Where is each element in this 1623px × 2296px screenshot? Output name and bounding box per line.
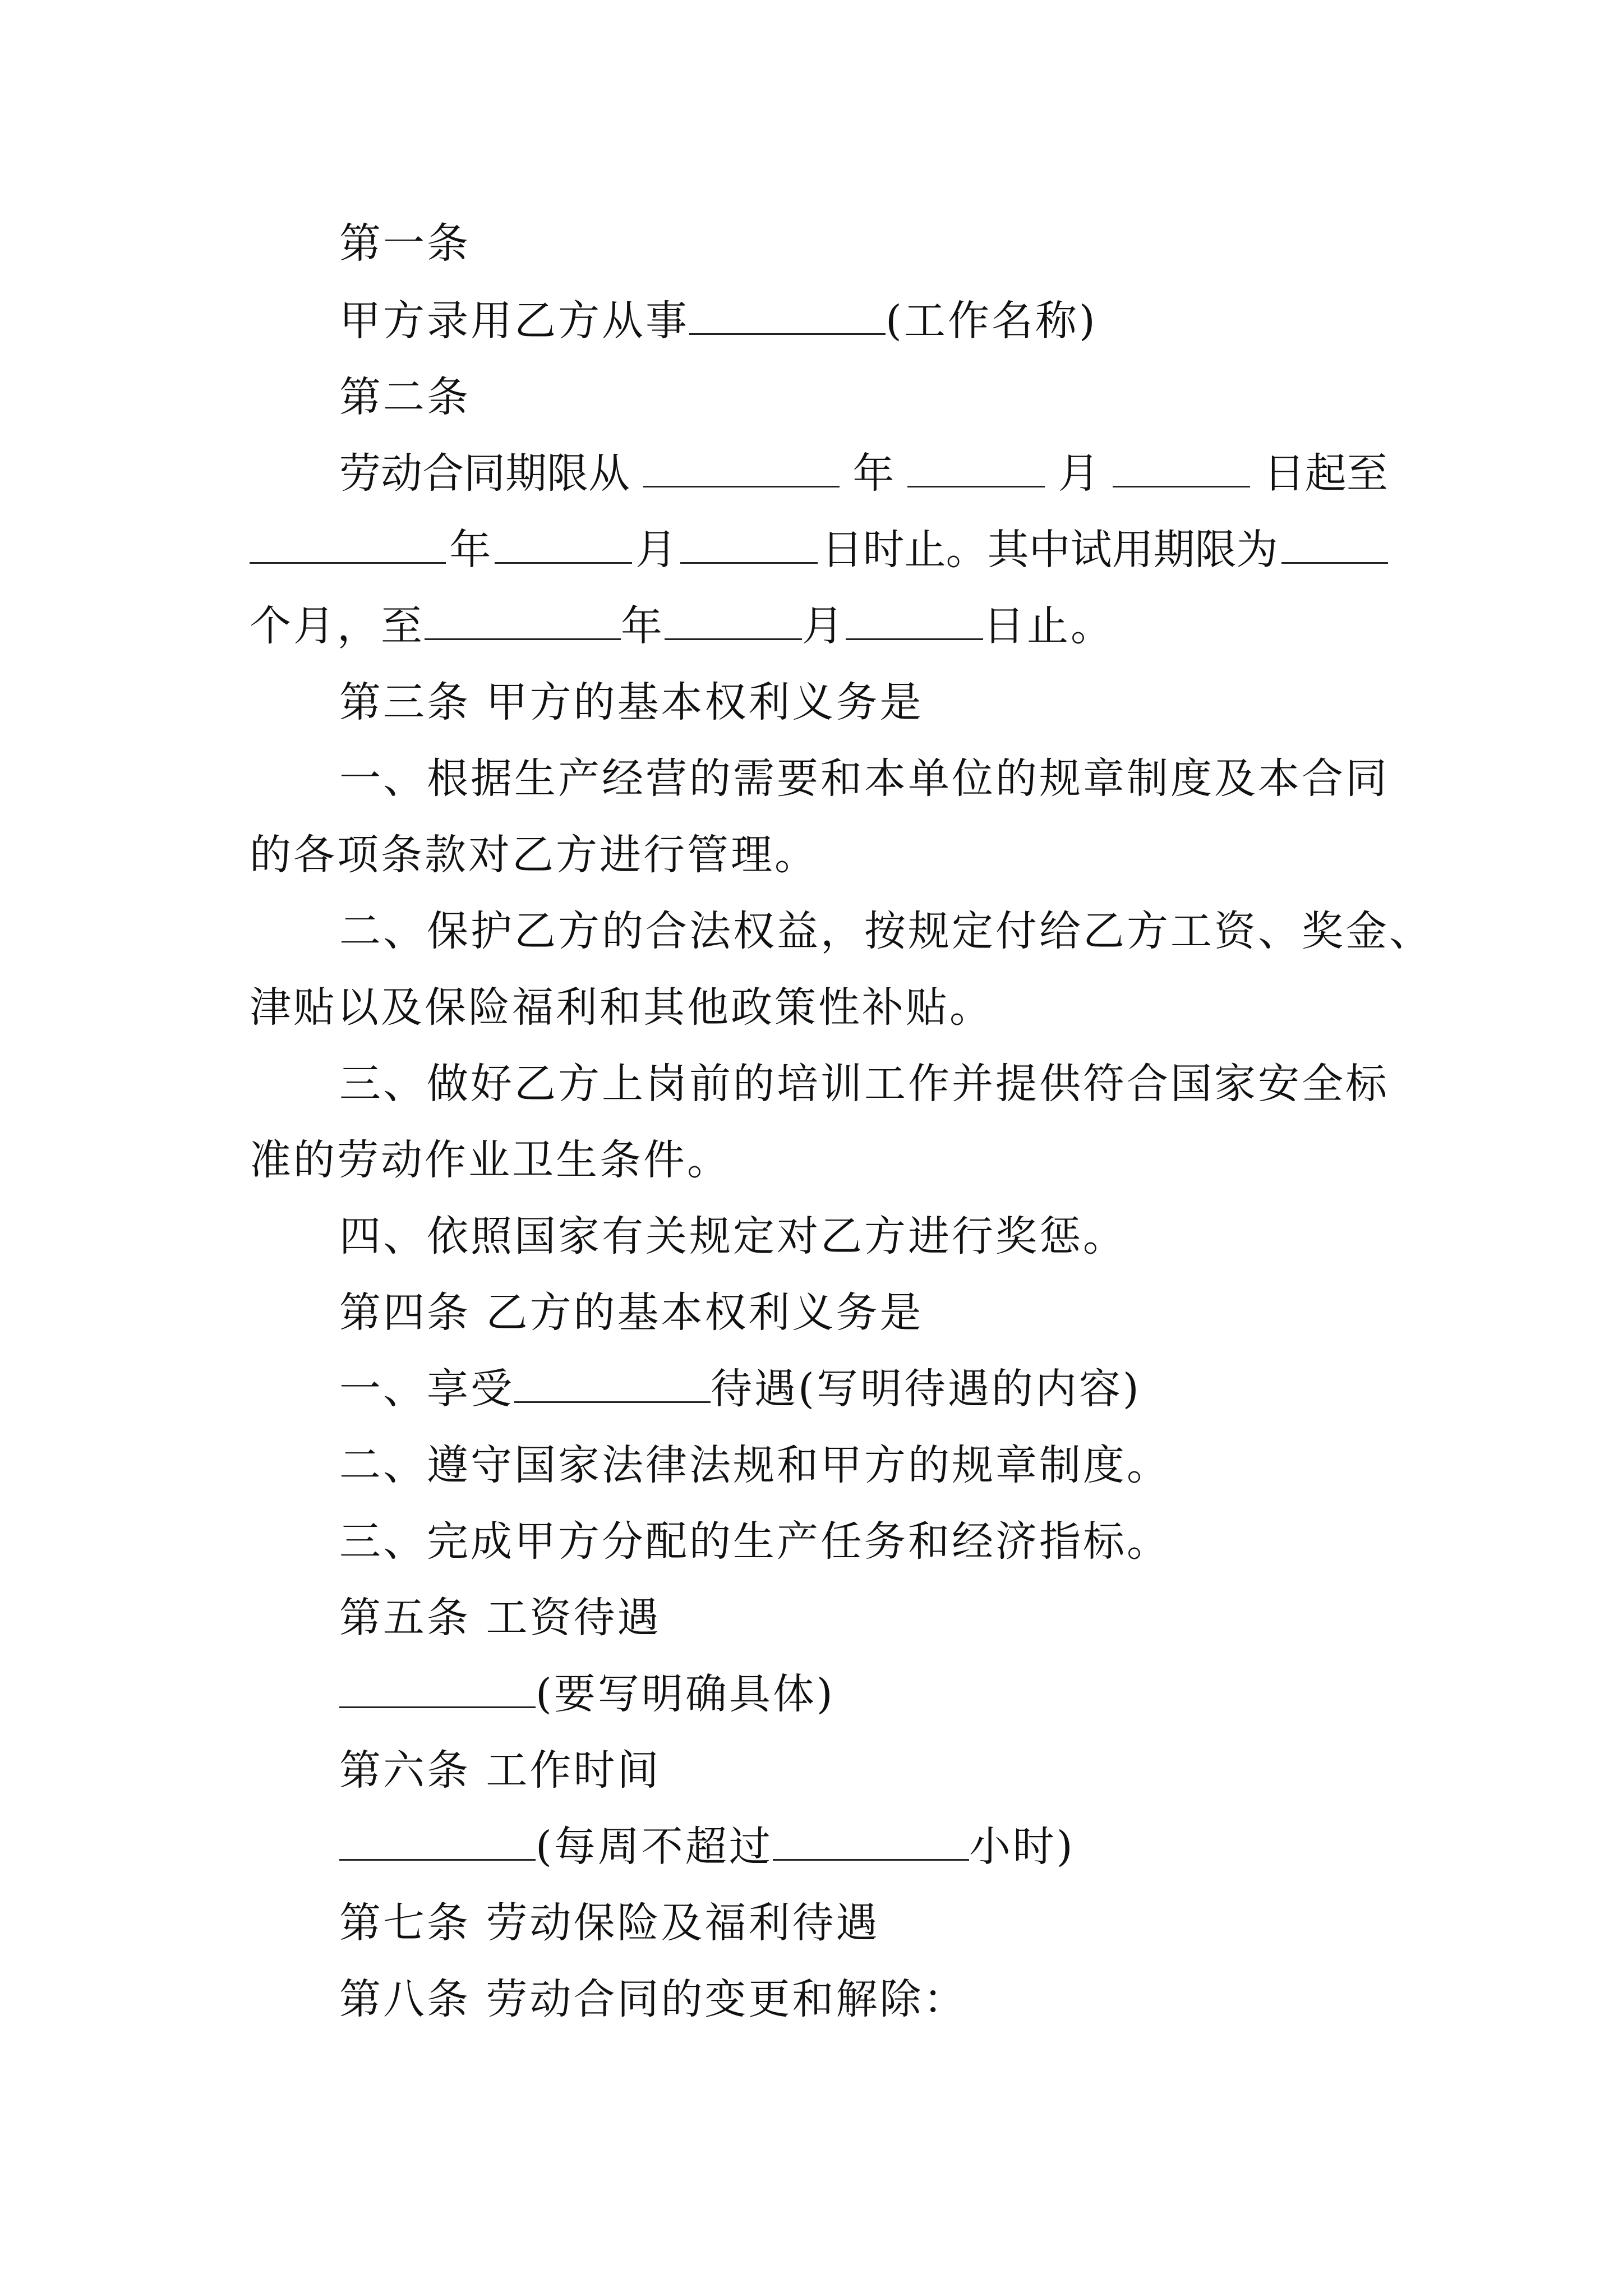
party-a-duty-1-cont: 的各项条款对乙方进行管理。	[250, 831, 818, 879]
wage-line: (要写明确具体)	[339, 1667, 1388, 1721]
start-day-blank[interactable]	[1113, 447, 1250, 487]
job-title-line: 甲方录用乙方从事 (工作名称)	[339, 294, 1388, 348]
party-b-duty-3: 三、完成甲方分配的生产任务和经济指标。	[339, 1517, 1170, 1566]
probation-end-month-blank[interactable]	[665, 599, 802, 640]
end-year-blank[interactable]	[250, 523, 446, 564]
article-5-heading: 第五条 工资待遇	[339, 1594, 661, 1642]
start-month-blank[interactable]	[907, 447, 1045, 487]
party-a-duty-3-cont: 准的劳动作业卫生条件。	[250, 1136, 731, 1184]
article-4-heading: 第四条 乙方的基本权利义务是	[339, 1289, 924, 1337]
article-8-heading: 第八条 劳动合同的变更和解除：	[339, 1975, 967, 2023]
end-day-blank[interactable]	[680, 523, 818, 564]
start-year-blank[interactable]	[643, 447, 840, 487]
party-a-duty-1: 一、根据生产经营的需要和本单位的规章制度及本合同	[339, 754, 1389, 803]
article-7-heading: 第七条 劳动保险及福利待遇	[339, 1899, 880, 1947]
article-2-heading: 第二条	[339, 373, 471, 421]
article-6-heading: 第六条 工作时间	[339, 1746, 661, 1795]
probation-end-line: 个月，至 年 月 日止。	[250, 599, 1388, 653]
weekly-hours-blank[interactable]	[773, 1820, 969, 1861]
end-month-blank[interactable]	[495, 523, 632, 564]
article-1-heading: 第一条	[339, 219, 471, 268]
work-hours-line: (每周不超过 小时)	[339, 1820, 1388, 1874]
contract-term-line-1: 劳动合同期限从 年 月 日起至	[339, 447, 1388, 500]
probation-months-blank[interactable]	[1281, 523, 1388, 564]
contract-term-line-2: 年 月 日时止。其中试用期限为	[250, 523, 1388, 577]
benefits-blank[interactable]	[514, 1362, 711, 1403]
work-schedule-blank[interactable]	[339, 1820, 536, 1861]
party-a-duty-2: 二、保护乙方的合法权益，按规定付给乙方工资、奖金、	[339, 907, 1433, 955]
party-b-right-1: 一、享受 待遇(写明待遇的内容)	[339, 1362, 1388, 1416]
job-title-blank[interactable]	[689, 294, 886, 335]
party-a-duty-2-cont: 津贴以及保险福利和其他政策性补贴。	[250, 983, 993, 1032]
probation-end-year-blank[interactable]	[425, 599, 621, 640]
party-a-duty-4: 四、依照国家有关规定对乙方进行奖惩。	[339, 1212, 1127, 1260]
party-b-duty-2: 二、遵守国家法律法规和甲方的规章制度。	[339, 1441, 1170, 1489]
probation-end-day-blank[interactable]	[846, 599, 983, 640]
party-a-duty-3: 三、做好乙方上岗前的培训工作并提供符合国家安全标	[339, 1060, 1389, 1108]
wage-blank[interactable]	[339, 1667, 536, 1708]
article-3-heading: 第三条 甲方的基本权利义务是	[339, 678, 924, 726]
